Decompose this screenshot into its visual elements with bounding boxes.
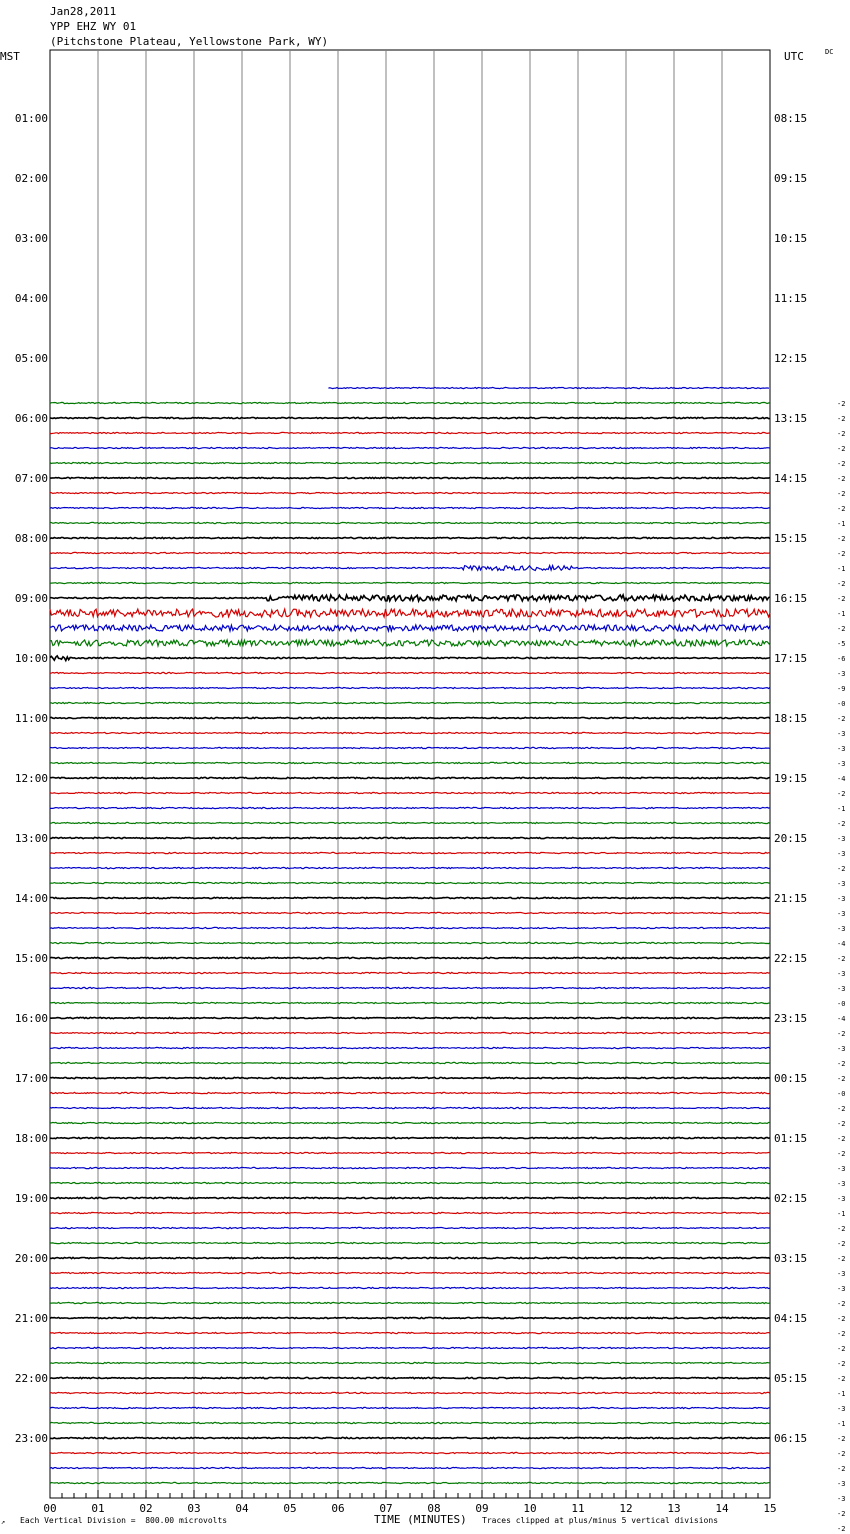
dc-offset-value: -2 — [837, 1120, 846, 1128]
trace-line — [50, 1287, 770, 1288]
trace-line — [50, 867, 770, 868]
utc-hour-label: 20:15 — [774, 832, 808, 845]
mst-hour-label: 12:00 — [14, 772, 48, 785]
x-tick-label: 06 — [331, 1502, 345, 1515]
mst-hour-label: 15:00 — [14, 952, 48, 965]
dc-offset-value: -2 — [837, 1525, 846, 1533]
mst-hour-label: 20:00 — [14, 1252, 48, 1265]
utc-hour-label: 17:15 — [774, 652, 808, 665]
trace-line — [50, 807, 770, 808]
x-axis-title: TIME (MINUTES) — [374, 1513, 467, 1526]
dc-offset-value: -1 — [837, 1210, 846, 1218]
x-tick-label: 08 — [427, 1502, 441, 1515]
trace-line — [50, 972, 770, 973]
x-tick-label: 02 — [139, 1502, 153, 1515]
trace-line — [50, 417, 770, 418]
station-label: YPP EHZ WY 01 — [50, 20, 137, 33]
trace-line — [50, 447, 770, 448]
trace-line — [50, 1212, 770, 1213]
mst-hour-label: 22:00 — [14, 1372, 48, 1385]
trace-line — [50, 687, 770, 688]
mst-hour-label: 14:00 — [14, 892, 48, 905]
dc-offset-value: -3 — [837, 760, 846, 768]
mst-hour-label: 17:00 — [14, 1072, 48, 1085]
mst-hour-label: 07:00 — [14, 472, 48, 485]
utc-hour-label: 11:15 — [774, 292, 808, 305]
dc-offset-value: -3 — [837, 1165, 846, 1173]
trace-line — [50, 837, 770, 838]
mst-hour-label: 21:00 — [14, 1312, 48, 1325]
mst-time-labels — [15, 112, 48, 1445]
trace-line — [50, 942, 770, 943]
mst-hour-label: 03:00 — [14, 232, 48, 245]
trace-line — [50, 537, 770, 538]
dc-offset-value: -2 — [837, 1240, 846, 1248]
dc-offset-value: -2 — [837, 1510, 846, 1518]
utc-hour-label: 00:15 — [774, 1072, 808, 1085]
dc-offset-value: -2 — [837, 1435, 846, 1443]
x-tick-label: 01 — [91, 1502, 105, 1515]
trace-line — [50, 912, 770, 913]
dc-offset-value: -2 — [837, 445, 846, 453]
utc-hour-label: 02:15 — [774, 1192, 808, 1205]
dc-offset-value: -2 — [837, 865, 846, 873]
dc-offset-value: -2 — [837, 1450, 846, 1458]
trace-line — [50, 507, 770, 508]
vertical-division-note: Each Vertical Division = 800.00 microvolts — [20, 1516, 228, 1525]
utc-hour-label: 15:15 — [774, 532, 808, 545]
dc-offset-value: -2 — [837, 475, 846, 483]
mst-hour-label: 09:00 — [14, 592, 48, 605]
trace-line — [50, 582, 770, 583]
x-tick-label: 10 — [523, 1502, 537, 1515]
trace-line — [50, 897, 770, 898]
utc-hour-label: 03:15 — [774, 1252, 808, 1265]
utc-hour-label: 21:15 — [774, 892, 808, 905]
trace-line — [50, 852, 770, 853]
trace-line — [50, 566, 770, 571]
seismic-traces — [50, 387, 770, 1483]
trace-line — [50, 1272, 770, 1273]
dc-offset-value: -2 — [837, 400, 846, 408]
utc-hour-label: 04:15 — [774, 1312, 808, 1325]
x-tick-label: 14 — [715, 1502, 729, 1515]
dc-offset-value: -2 — [837, 415, 846, 423]
dc-offset-value: -9 — [837, 685, 846, 693]
dc-offset-value: -2 — [837, 460, 846, 468]
mst-axis-title: MST — [0, 50, 20, 63]
trace-line — [50, 1347, 770, 1348]
dc-offset-value: -2 — [837, 550, 846, 558]
mst-hour-label: 19:00 — [14, 1192, 48, 1205]
utc-hour-label: 23:15 — [774, 1012, 808, 1025]
x-tick-label: 15 — [763, 1502, 777, 1515]
dc-offset-value: -2 — [837, 790, 846, 798]
trace-line — [50, 1017, 770, 1018]
dc-offset-values — [837, 400, 845, 1533]
mst-hour-label: 13:00 — [14, 832, 48, 845]
trace-line — [50, 1482, 770, 1483]
dc-offset-value: -0 — [837, 700, 846, 708]
dc-offset-value: -3 — [837, 1405, 846, 1413]
dc-offset-title: DC — [825, 48, 834, 56]
utc-hour-label: 01:15 — [774, 1132, 808, 1145]
trace-line — [50, 1362, 770, 1363]
dc-offset-value: -2 — [837, 1030, 846, 1038]
mst-hour-label: 10:00 — [14, 652, 48, 665]
dc-offset-value: -1 — [837, 565, 846, 573]
dc-offset-value: -2 — [837, 820, 846, 828]
utc-hour-label: 10:15 — [774, 232, 808, 245]
dc-offset-value: -1 — [837, 1390, 846, 1398]
trace-line — [50, 1107, 770, 1108]
trace-line — [50, 609, 770, 617]
utc-hour-label: 08:15 — [774, 112, 808, 125]
utc-hour-label: 12:15 — [774, 352, 808, 365]
trace-line — [50, 1167, 770, 1168]
mst-hour-label: 04:00 — [14, 292, 48, 305]
trace-line — [50, 777, 770, 778]
mst-hour-label: 05:00 — [14, 352, 48, 365]
trace-line — [50, 1392, 770, 1393]
trace-line — [50, 1062, 770, 1063]
dc-offset-value: -2 — [837, 595, 846, 603]
dc-offset-value: -3 — [837, 730, 846, 738]
trace-line — [50, 1152, 770, 1153]
trace-line — [50, 717, 770, 718]
trace-line — [50, 882, 770, 883]
trace-line — [50, 462, 770, 463]
trace-line — [50, 927, 770, 928]
mst-hour-label: 11:00 — [14, 712, 48, 725]
trace-line — [50, 1242, 770, 1243]
dc-offset-value: -3 — [837, 850, 846, 858]
utc-hour-label: 13:15 — [774, 412, 808, 425]
utc-hour-label: 18:15 — [774, 712, 808, 725]
dc-offset-value: -3 — [837, 1195, 846, 1203]
trace-line — [50, 1452, 770, 1453]
trace-line — [50, 402, 770, 403]
trace-line — [50, 1137, 770, 1138]
dc-offset-value: -2 — [837, 1330, 846, 1338]
trace-line — [50, 1437, 770, 1438]
utc-hour-label: 06:15 — [774, 1432, 808, 1445]
utc-hour-label: 19:15 — [774, 772, 808, 785]
trace-line — [50, 1182, 770, 1183]
dc-offset-value: -3 — [837, 745, 846, 753]
dc-offset-value: -5 — [837, 640, 846, 648]
trace-line — [50, 702, 770, 703]
dc-offset-value: -3 — [837, 1045, 846, 1053]
x-tick-label: 05 — [283, 1502, 297, 1515]
x-tick-label: 04 — [235, 1502, 249, 1515]
trace-line — [50, 1227, 770, 1228]
dc-offset-value: -3 — [837, 1495, 846, 1503]
trace-line — [50, 1332, 770, 1333]
trace-line — [50, 492, 770, 493]
dc-offset-value: -3 — [837, 880, 846, 888]
dc-offset-value: -3 — [837, 835, 846, 843]
trace-line — [50, 1467, 770, 1468]
grid-lines — [50, 50, 770, 1498]
mst-hour-label: 06:00 — [14, 412, 48, 425]
clipping-note: Traces clipped at plus/minus 5 vertical divisions — [482, 1516, 719, 1525]
trace-line — [50, 1302, 770, 1303]
trace-line — [50, 1047, 770, 1048]
dc-offset-value: -3 — [837, 1480, 846, 1488]
dc-offset-value: -3 — [837, 970, 846, 978]
trace-line — [50, 1197, 770, 1198]
dc-offset-value: -4 — [837, 1015, 846, 1023]
dc-offset-value: -6 — [837, 655, 846, 663]
trace-line — [50, 552, 770, 553]
dc-offset-value: -2 — [837, 1300, 846, 1308]
location-label: (Pitchstone Plateau, Yellowstone Park, WY) — [50, 35, 329, 48]
dc-offset-value: -2 — [837, 715, 846, 723]
dc-offset-value: -2 — [837, 1345, 846, 1353]
dc-offset-value: -2 — [837, 625, 846, 633]
trace-line — [50, 957, 770, 958]
dc-offset-value: -3 — [837, 1180, 846, 1188]
dc-offset-value: -2 — [837, 580, 846, 588]
x-tick-label: 07 — [379, 1502, 393, 1515]
trace-line — [50, 640, 770, 646]
dc-offset-value: -2 — [837, 430, 846, 438]
date-label: Jan28,2011 — [50, 5, 117, 18]
dc-offset-value: -2 — [837, 1255, 846, 1263]
dc-offset-value: -3 — [837, 925, 846, 933]
trace-line — [50, 987, 770, 988]
trace-line — [50, 732, 770, 733]
trace-line — [50, 522, 770, 523]
trace-line — [50, 747, 770, 748]
mst-hour-label: 01:00 — [14, 112, 48, 125]
x-tick-label: 13 — [667, 1502, 681, 1515]
x-tick-label: 12 — [619, 1502, 633, 1515]
dc-offset-value: -4 — [837, 775, 846, 783]
mst-hour-label: 16:00 — [14, 1012, 48, 1025]
mst-hour-label: 18:00 — [14, 1132, 48, 1145]
x-tick-label: 11 — [571, 1502, 585, 1515]
trace-line — [50, 1002, 770, 1003]
dc-offset-value: -3 — [837, 1270, 846, 1278]
dc-offset-value: -2 — [837, 1315, 846, 1323]
trace-line — [50, 672, 770, 673]
dc-offset-value: -3 — [837, 1285, 846, 1293]
corner-mark: ↗ — [1, 1518, 6, 1526]
trace-line — [50, 1092, 770, 1093]
dc-offset-value: -1 — [837, 1420, 846, 1428]
dc-offset-value: -2 — [837, 1105, 846, 1113]
dc-offset-value: -3 — [837, 895, 846, 903]
dc-offset-value: -2 — [837, 1135, 846, 1143]
dc-offset-value: -2 — [837, 1375, 846, 1383]
trace-line — [50, 1377, 770, 1378]
dc-offset-value: -3 — [837, 910, 846, 918]
x-tick-label: 03 — [187, 1502, 201, 1515]
trace-line — [50, 656, 770, 661]
dc-offset-value: -0 — [837, 1090, 846, 1098]
dc-offset-value: -2 — [837, 1060, 846, 1068]
trace-line — [50, 1407, 770, 1408]
utc-hour-label: 14:15 — [774, 472, 808, 485]
dc-offset-value: -3 — [837, 670, 846, 678]
utc-hour-label: 22:15 — [774, 952, 808, 965]
utc-time-labels — [774, 112, 807, 1445]
x-axis — [43, 1490, 776, 1515]
trace-line — [50, 595, 770, 601]
trace-line — [50, 1032, 770, 1033]
mst-hour-label: 08:00 — [14, 532, 48, 545]
trace-line — [50, 1077, 770, 1078]
plot-frame — [50, 50, 770, 1498]
dc-offset-value: -2 — [837, 955, 846, 963]
dc-offset-value: -2 — [837, 1075, 846, 1083]
x-tick-label: 00 — [43, 1502, 57, 1515]
trace-line — [50, 1122, 770, 1123]
dc-offset-value: -2 — [837, 1360, 846, 1368]
dc-offset-value: -0 — [837, 1000, 846, 1008]
dc-offset-value: -2 — [837, 1465, 846, 1473]
mst-hour-label: 02:00 — [14, 172, 48, 185]
trace-line — [50, 625, 770, 631]
dc-offset-value: -2 — [837, 505, 846, 513]
trace-line — [328, 387, 769, 388]
dc-offset-value: -3 — [837, 985, 846, 993]
trace-line — [50, 432, 770, 433]
mst-hour-label: 23:00 — [14, 1432, 48, 1445]
trace-line — [50, 477, 770, 478]
trace-line — [50, 1317, 770, 1318]
utc-hour-label: 16:15 — [774, 592, 808, 605]
dc-offset-value: -1 — [837, 610, 846, 618]
dc-offset-value: -2 — [837, 1225, 846, 1233]
x-tick-label: 09 — [475, 1502, 489, 1515]
dc-offset-value: -1 — [837, 520, 846, 528]
trace-line — [50, 792, 770, 793]
dc-offset-value: -1 — [837, 805, 846, 813]
trace-line — [50, 1257, 770, 1258]
utc-axis-title: UTC — [784, 50, 804, 63]
trace-line — [50, 1422, 770, 1423]
dc-offset-value: -2 — [837, 535, 846, 543]
dc-offset-value: -2 — [837, 1150, 846, 1158]
dc-offset-value: -2 — [837, 490, 846, 498]
trace-line — [50, 822, 770, 823]
utc-hour-label: 09:15 — [774, 172, 808, 185]
dc-offset-value: -4 — [837, 940, 846, 948]
trace-line — [50, 762, 770, 763]
utc-hour-label: 05:15 — [774, 1372, 808, 1385]
